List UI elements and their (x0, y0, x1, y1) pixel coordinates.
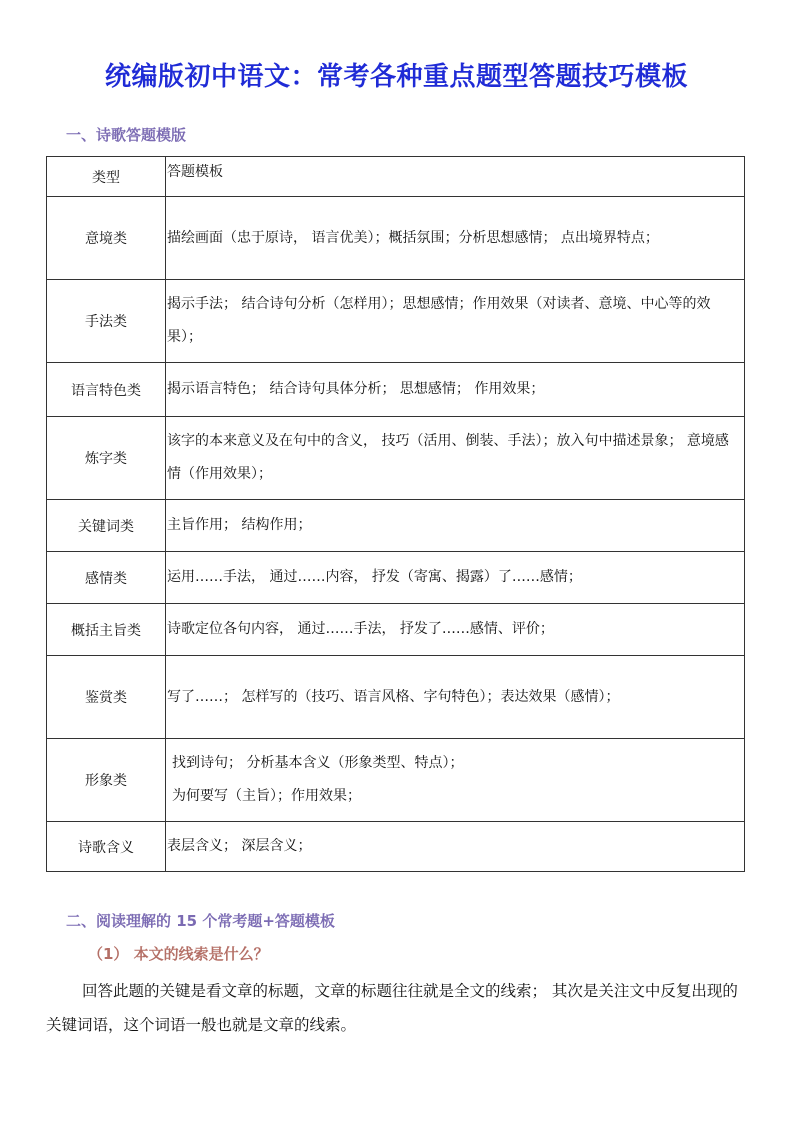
template-cell: 描绘画面（忠于原诗， 语言优美）；概括氛围；分析思想感情； 点出境界特点； (166, 197, 745, 280)
template-cell: 写了……； 怎样写的（技巧、语言风格、字句特色）；表达效果（感情）； (166, 656, 745, 739)
type-cell: 感情类 (47, 552, 166, 604)
table-row (47, 417, 745, 500)
header-type-cell: 类型 (47, 157, 166, 197)
template-cell: 揭示手法； 结合诗句分析（怎样用）；思想感情；作用效果（对读者、意境、中心等的效果）； (166, 280, 745, 363)
table-row (47, 604, 745, 656)
table-row (47, 500, 745, 552)
table-row (47, 739, 745, 822)
table-row (47, 363, 745, 417)
section-heading-poetry: 一、诗歌答题模版 (66, 126, 187, 144)
table-row (47, 822, 745, 872)
type-cell: 手法类 (47, 280, 166, 363)
table-row (47, 656, 745, 739)
type-cell: 形象类 (47, 739, 166, 822)
type-cell: 鉴赏类 (47, 656, 166, 739)
type-cell: 炼字类 (47, 417, 166, 500)
template-cell: 该字的本来意义及在句中的含义， 技巧（活用、倒装、手法）；放入句中描述景象； 意境感情（作用效果）； (166, 417, 745, 500)
template-cell: 运用……手法， 通过……内容， 抒发（寄寓、揭露）了……感情； (166, 552, 745, 604)
type-cell: 语言特色类 (47, 363, 166, 417)
answer-paragraph: 回答此题的关键是看文章的标题，文章的标题往往就是全文的线索； 其次是关注文中反复出现的关键词语，这个词语一般也就是文章的线索。 (46, 982, 738, 1034)
table-row (47, 552, 745, 604)
type-cell: 意境类 (47, 197, 166, 280)
poetry-template-table (46, 156, 745, 872)
type-cell: 概括主旨类 (47, 604, 166, 656)
template-cell: 表层含义； 深层含义； (166, 822, 745, 872)
template-cell (166, 739, 745, 822)
header-template-cell: 答题模板 (166, 157, 745, 197)
table-row (47, 197, 745, 280)
table-row (47, 280, 745, 363)
question-heading: （1） 本文的线索是什么？ (88, 945, 269, 963)
template-line: 为何要写（主旨）；作用效果； (172, 788, 361, 804)
table-header-row (47, 157, 745, 197)
template-cell: 揭示语言特色； 结合诗句具体分析； 思想感情； 作用效果； (166, 363, 745, 417)
template-cell: 诗歌定位各句内容， 通过……手法， 抒发了……感情、评价； (166, 604, 745, 656)
template-cell: 主旨作用； 结构作用； (166, 500, 745, 552)
type-cell: 关键词类 (47, 500, 166, 552)
page-title: 统编版初中语文：常考各种重点题型答题技巧模板 (104, 62, 688, 92)
template-line: 找到诗句； 分析基本含义（形象类型、特点）； (172, 755, 464, 771)
type-cell: 诗歌含义 (47, 822, 166, 872)
section-heading-reading: 二、阅读理解的 15 个常考题+答题模板 (66, 912, 335, 930)
